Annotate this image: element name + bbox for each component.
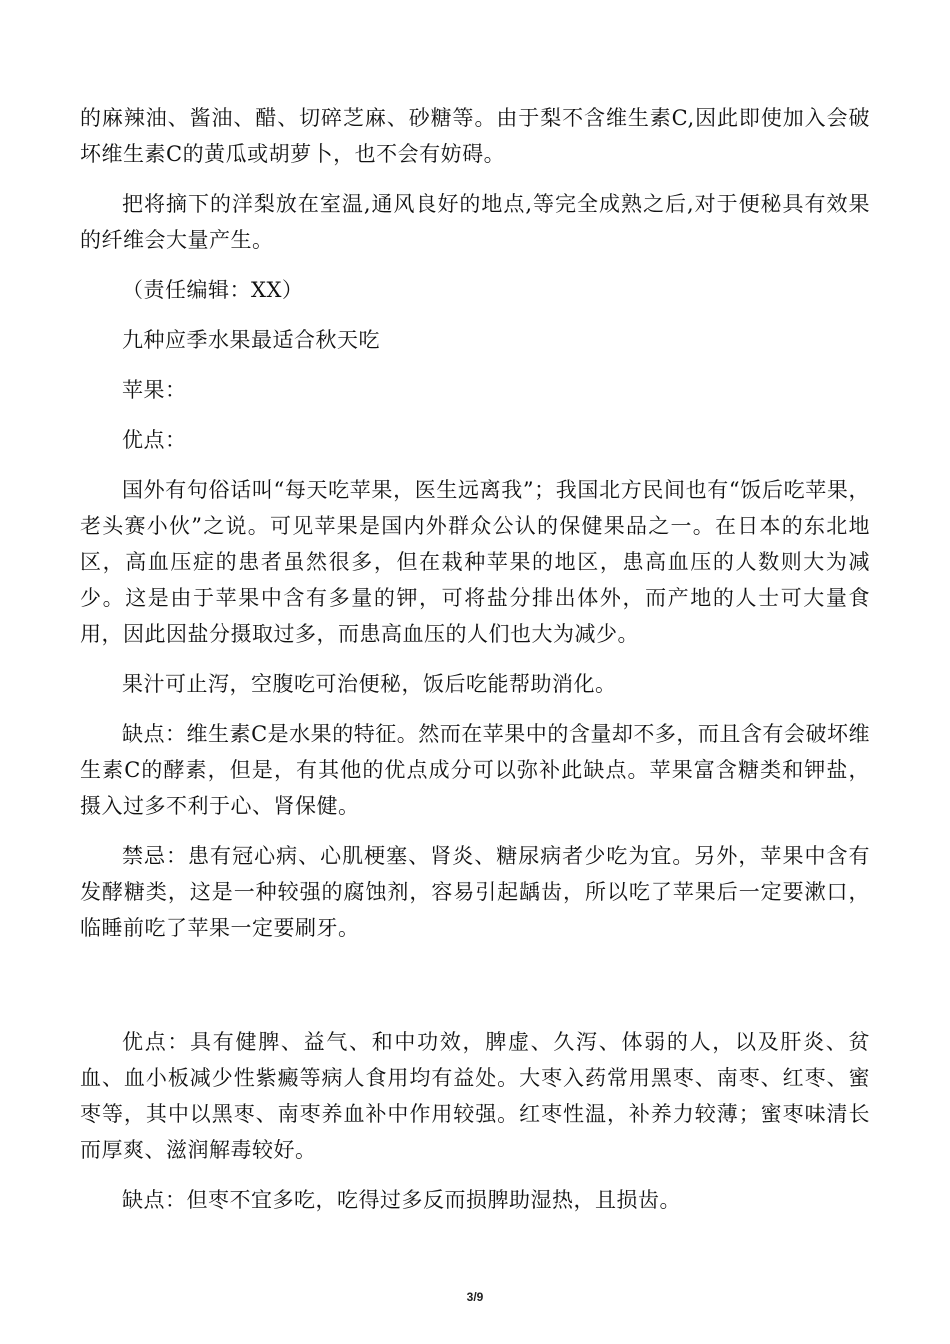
paragraph-apple-benefits: 国外有句俗话叫“每天吃苹果，医生远离我”；我国北方民间也有“饭后吃苹果，老头赛小伙”之说。可见苹果是国内外群众公认的保健果品之一。在日本的东北地区，高血压症的患者虽然很多，但在栽种苹果的地区，患高血压的人数则大为减少。这是由于苹果中含有多量的钾，可将盐分排出体外，而产地的人士可大量食用，因此因盐分摄取过多，而患高血压的人们也大为减少。	[80, 478, 870, 646]
paragraph-pear-ripening: 把将摘下的洋梨放在室温,通风良好的地点,等完全成熟之后,对于便秘具有效果的纤维会大量产生。	[80, 192, 870, 252]
paragraph-apple-taboos: 禁忌：患有冠心病、心肌梗塞、肾炎、糖尿病者少吃为宜。另外，苹果中含有发酵糖类，这是一种较强的腐蚀剂，容易引起龋齿，所以吃了苹果后一定要漱口，临睡前吃了苹果一定要刷牙。	[80, 844, 870, 940]
article-title: 九种应季水果最适合秋天吃	[122, 328, 380, 352]
paragraph-pear-seasoning: 的麻辣油、酱油、醋、切碎芝麻、砂糖等。由于梨不含维生素C,因此即使加入会破坏维生素C的黄瓜或胡萝卜，也不会有妨碍。	[80, 106, 870, 166]
editor-credit: （责任编辑：XX）	[122, 278, 304, 302]
subheading-advantages: 优点：	[122, 428, 187, 452]
document-body	[80, 100, 870, 1218]
paragraph-jujube-benefits: 优点：具有健脾、益气、和中功效，脾虚、久泻、体弱的人，以及肝炎、贫血、血小板减少性紫癜等病人食用均有益处。大枣入药常用黑枣、南枣、红枣、蜜枣等，其中以黑枣、南枣养血补中作用较强。红枣性温，补养力较薄；蜜枣味清长而厚爽、滋润解毒较好。	[80, 1030, 870, 1162]
paragraph-jujube-drawbacks: 缺点：但枣不宜多吃，吃得过多反而损脾助湿热，且损齿。	[122, 1188, 681, 1212]
section-heading-apple: 苹果：	[122, 378, 187, 402]
paragraph-apple-drawbacks: 缺点：维生素C是水果的特征。然而在苹果中的含量却不多，而且含有会破坏维生素C的酵素，但是，有其他的优点成分可以弥补此缺点。苹果富含糖类和钾盐，摄入过多不利于心、肾保健。	[80, 722, 870, 818]
page-number: 3/9	[466, 1290, 484, 1304]
paragraph-apple-juice: 果汁可止泻，空腹吃可治便秘，饭后吃能帮助消化。	[122, 672, 617, 696]
